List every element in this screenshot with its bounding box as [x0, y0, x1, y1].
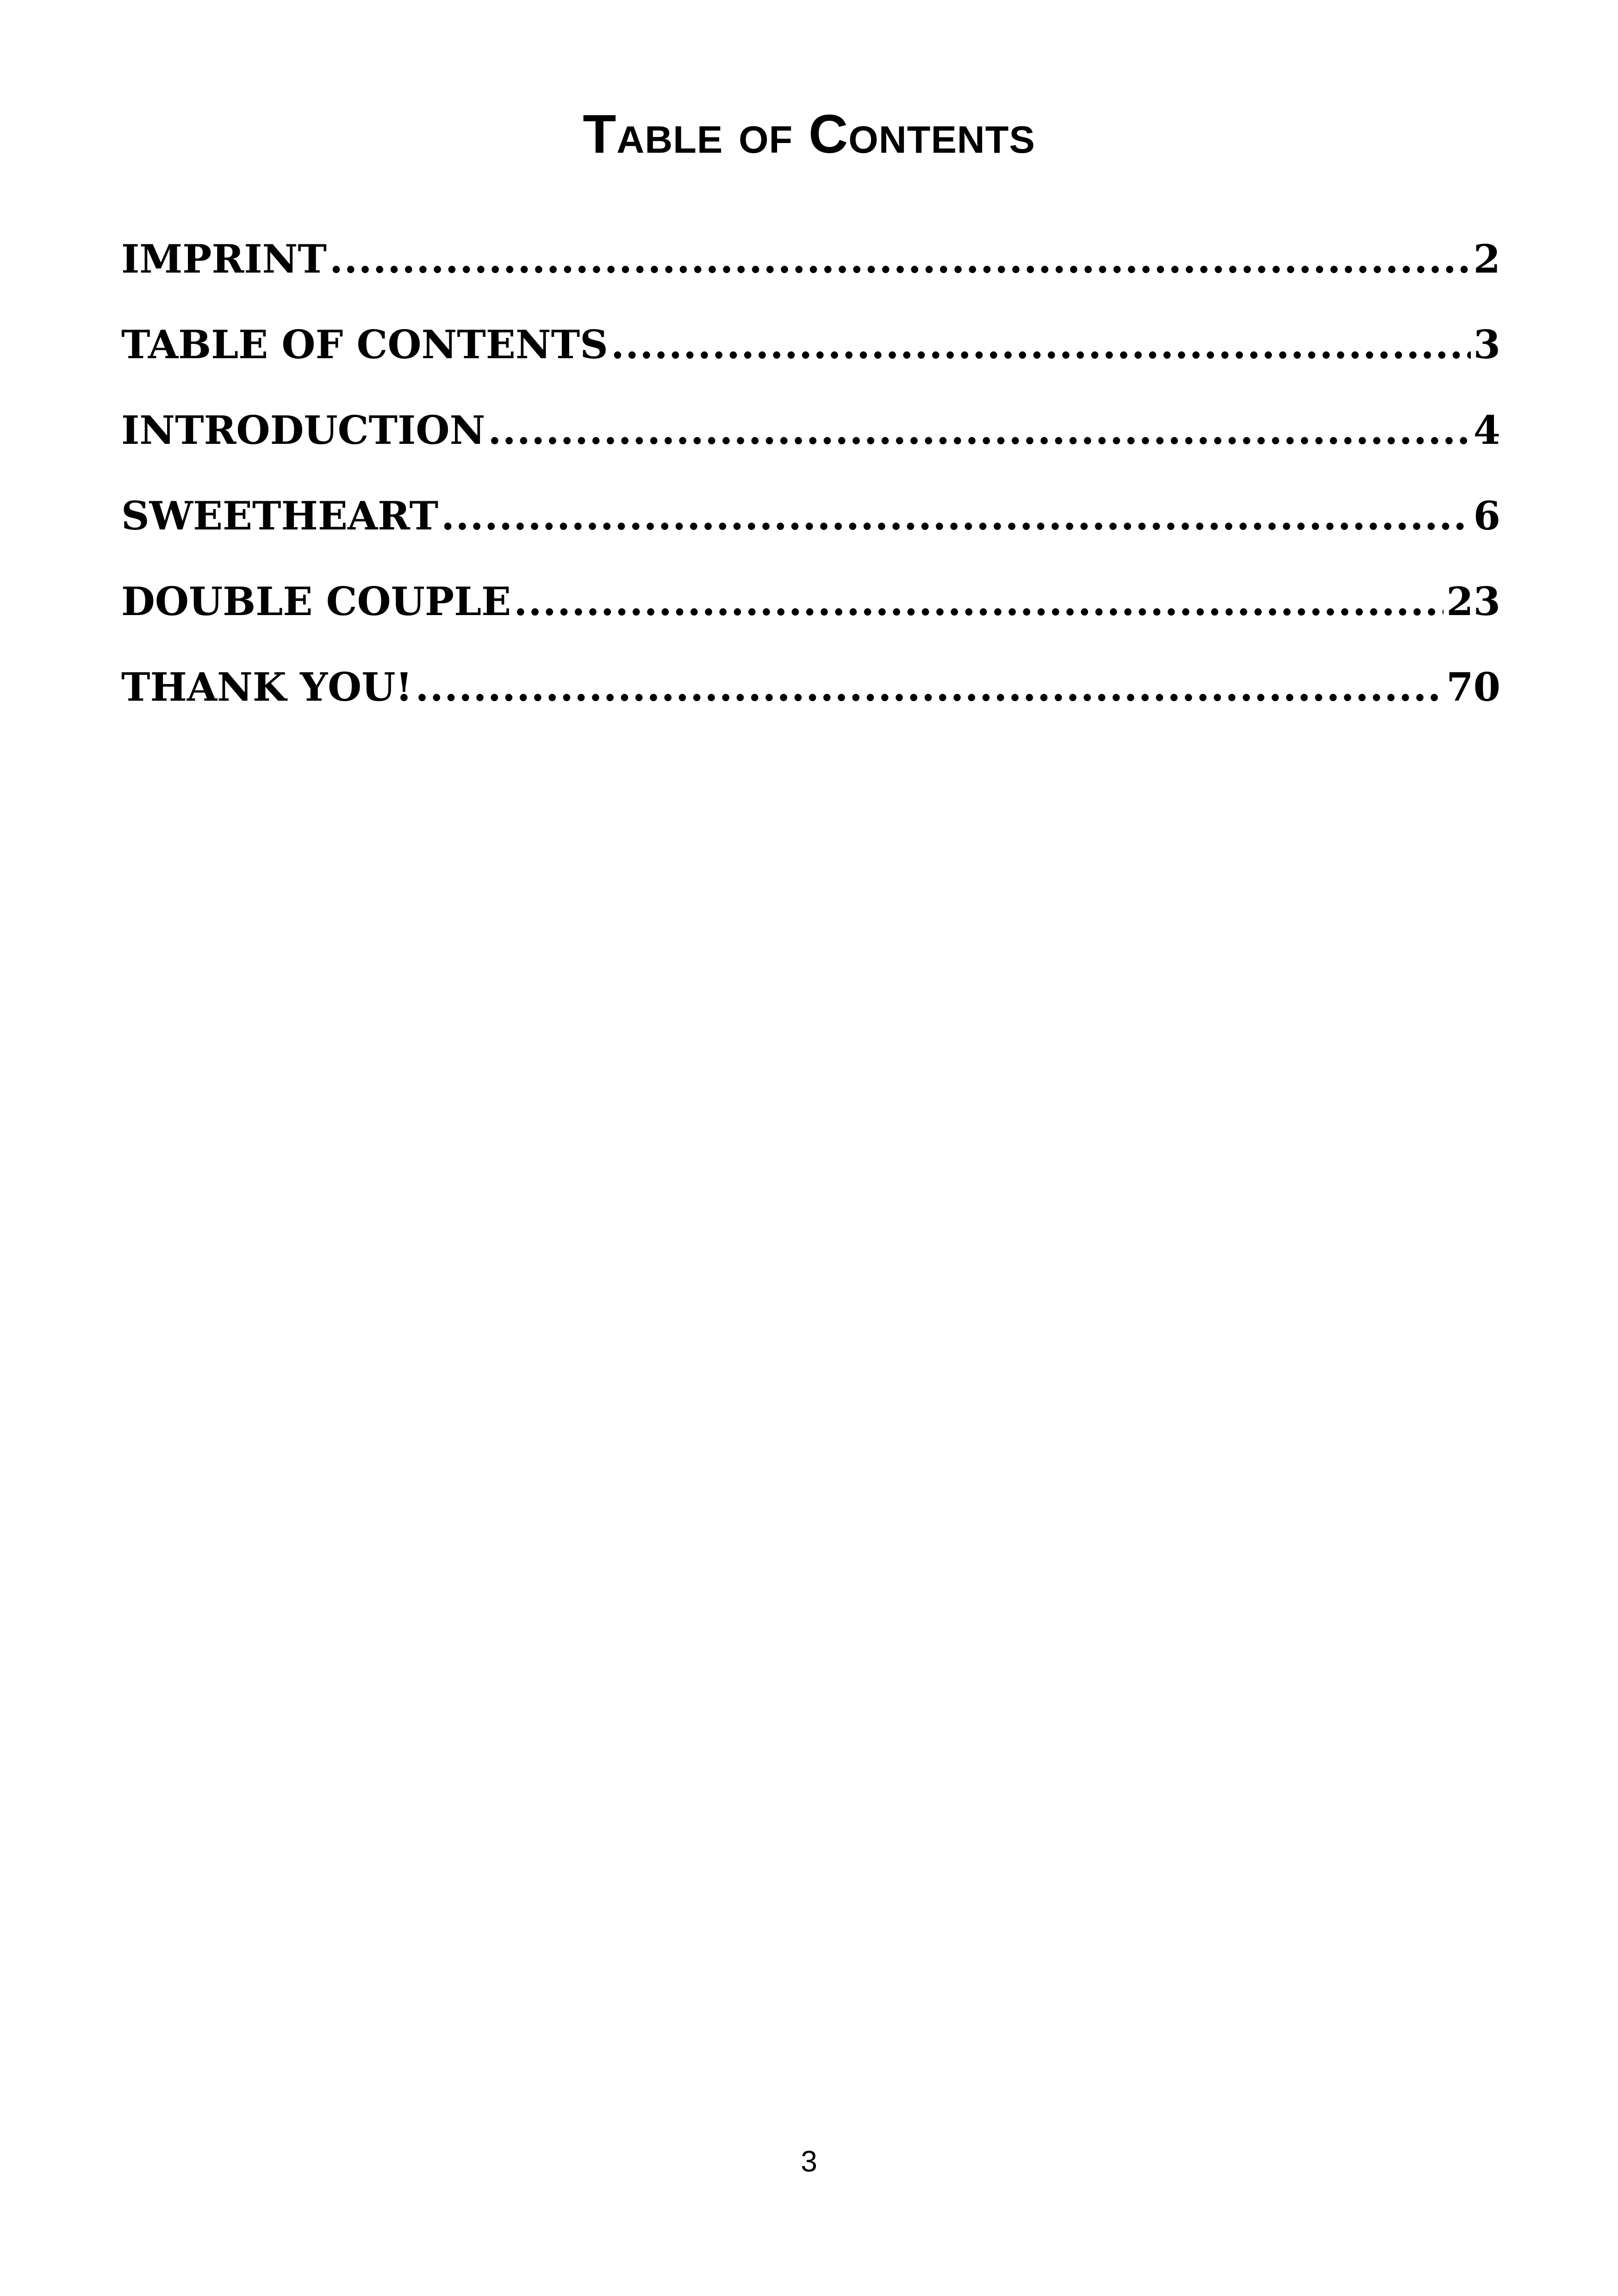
- toc-dot-leader: [441, 488, 1471, 544]
- toc-entry-imprint[interactable]: [121, 231, 1500, 317]
- toc-entry-table-of-contents[interactable]: [121, 317, 1500, 403]
- toc-entry-sweetheart[interactable]: [121, 488, 1500, 574]
- toc-dot-leader: [611, 317, 1471, 373]
- toc-entry-page: 4: [1473, 407, 1500, 453]
- toc-dot-leader: [330, 231, 1471, 287]
- toc-entry-label: DOUBLE COUPLE: [121, 579, 511, 624]
- toc-entry-label: THANK YOU!: [121, 664, 413, 710]
- toc-entry-page: 6: [1473, 493, 1500, 539]
- toc-entry-label: IMPRINT: [121, 236, 327, 282]
- toc-entry-label: SWEETHEART: [121, 493, 438, 539]
- toc-entry-page: 70: [1446, 664, 1500, 710]
- toc-entry-thank-you[interactable]: [121, 660, 1500, 745]
- toc-entry-introduction[interactable]: [121, 403, 1500, 488]
- toc-dot-leader: [488, 403, 1470, 458]
- toc-entry-double-couple[interactable]: [121, 574, 1500, 660]
- page-title: Table of Contents: [583, 104, 1035, 165]
- toc-list: [121, 231, 1500, 745]
- toc-entry-page: 2: [1473, 236, 1500, 282]
- toc-entry-label: TABLE OF CONTENTS: [121, 322, 608, 367]
- toc-entry-page: 23: [1446, 579, 1500, 624]
- toc-dot-leader: [415, 660, 1444, 715]
- toc-entry-label: INTRODUCTION: [121, 407, 485, 453]
- toc-entry-page: 3: [1473, 322, 1500, 367]
- toc-dot-leader: [514, 574, 1444, 629]
- page-number: 3: [801, 2145, 817, 2178]
